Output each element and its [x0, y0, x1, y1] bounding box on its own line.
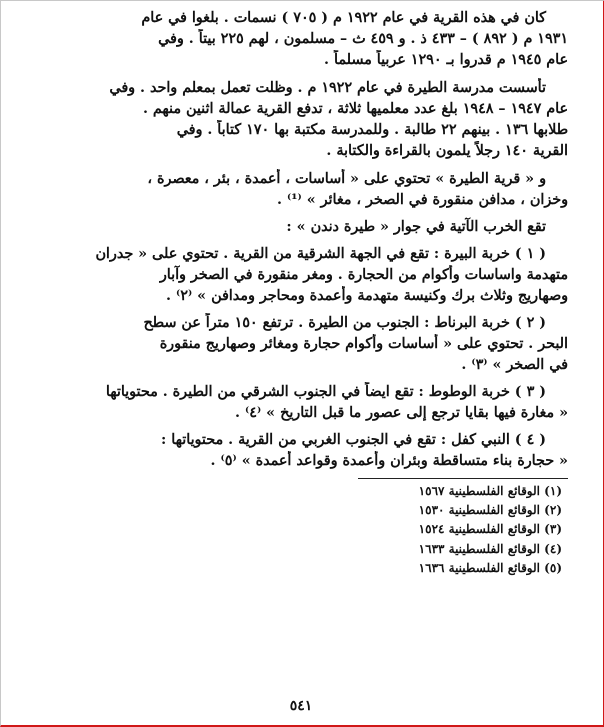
footnote-divider — [358, 478, 568, 479]
paragraph-tira-school — [34, 78, 568, 162]
paragraph-nabi-kifl — [34, 430, 568, 472]
text-line: كان في هذه القرية في عام ١٩٢٢ م ( ٧٠٥ ) نسمات . بلغوا في عام — [141, 10, 546, 26]
footnote: (٣) الوقائع الفلسطينية ١٥٢٤ — [418, 522, 562, 537]
text-line: ( ٣ ) خربة الوطوط : تقع ايضاً في الجنوب الشرقي من الطيرة . محتوياتها — [105, 384, 546, 400]
text-line: البحر . تحتوي على « أساسات وأكوام حجارة ومغائر وصهاريج منقورة — [159, 336, 568, 352]
text-line: تقع الخرب الآتية في جوار « طيرة دندن » : — [286, 219, 546, 235]
text-line: وصهاريج وثلاث برك وكنيسة متهدمة وأعمدة ومحاجر ومدافن » ⁽٢⁾ . — [166, 288, 568, 304]
text-line: و « قرية الطيرة » تحتوي على « أساسات ، أعمدة ، بئر ، معصرة ، — [147, 171, 546, 187]
page-number: ٥٤١ — [289, 698, 313, 714]
text-line: عام ١٩٤٥ م قدروا بـ ١٢٩٠ عربياً مسلماً . — [324, 52, 568, 68]
text-line: في الصخر » ⁽٣⁾ . — [461, 357, 568, 373]
footnote: (٢) الوقائع الفلسطينية ١٥٣٠ — [418, 503, 562, 518]
text-line: ( ٢ ) خربة البرناط : الجنوب من الطيرة . ترتفع ١٥٠ متراً عن سطح — [143, 315, 546, 331]
footnotes-list — [34, 482, 568, 578]
paragraph-tira-antiquities — [34, 169, 568, 211]
text-line: « حجارة بناء متساقطة وبئران وأعمدة وقواعد أعمدة » ⁽٥⁾ . — [210, 453, 568, 469]
footnote: (٤) الوقائع الفلسطينية ١٦٣٣ — [418, 541, 562, 556]
text-line: عام ١٩٤٧ – ١٩٤٨ بلغ عدد معلميها ثلاثة ، تدفع القرية عمالة اثنين منهم . — [142, 101, 568, 117]
document-page — [34, 8, 568, 720]
text-line: القرية ١٤٠ رجلاً يلمون بالقراءة والكتابة . — [326, 143, 568, 159]
text-line: « مغارة فيها بقايا ترجع إلى عصور ما قبل التاريخ » ⁽٤⁾ . — [235, 405, 568, 421]
text-line: ( ١ ) خربة البيرة : تقع في الجهة الشرقية من القرية . تحتوي على « جدران — [95, 246, 546, 262]
paragraph-tira-population — [34, 8, 568, 71]
paragraph-khirbet-watwat — [34, 382, 568, 424]
text-line: وخزان ، مدافن منقورة في الصخر ، مغائر » ⁽¹⁾ . — [276, 192, 568, 208]
paragraph-ruins-intro — [34, 217, 568, 238]
text-line: ١٩٣١ م ( ٨٩٢ ) – ٤٣٣ ذ . و ٤٥٩ ث – مسلمون ، لهم ٢٢٥ بيتاً . وفي — [158, 31, 568, 47]
paragraph-khirbet-bira — [34, 244, 568, 307]
footnote: (١) الوقائع الفلسطينية ١٥٦٧ — [418, 484, 562, 498]
text-line: طلابها ١٣٦ . بينهم ٢٢ طالبة . وللمدرسة مكتبة بها ١٧٠ كتاباً . وفي — [176, 122, 568, 138]
text-line: تأسست مدرسة الطيرة في عام ١٩٢٢ م . وظلت تعمل بمعلم واحد . وفي — [109, 80, 546, 96]
text-line: متهدمة واساسات وأكوام من الحجارة . ومغر منقورة في الصخر وآبار — [159, 267, 568, 283]
paragraph-khirbet-burnat — [34, 313, 568, 376]
text-line: ( ٤ ) النبي كفل : تقع في الجنوب الغربي من القرية . محتوياتها : — [161, 432, 546, 448]
footnote: (٥) الوقائع الفلسطينية ١٦٣٦ — [418, 560, 562, 575]
